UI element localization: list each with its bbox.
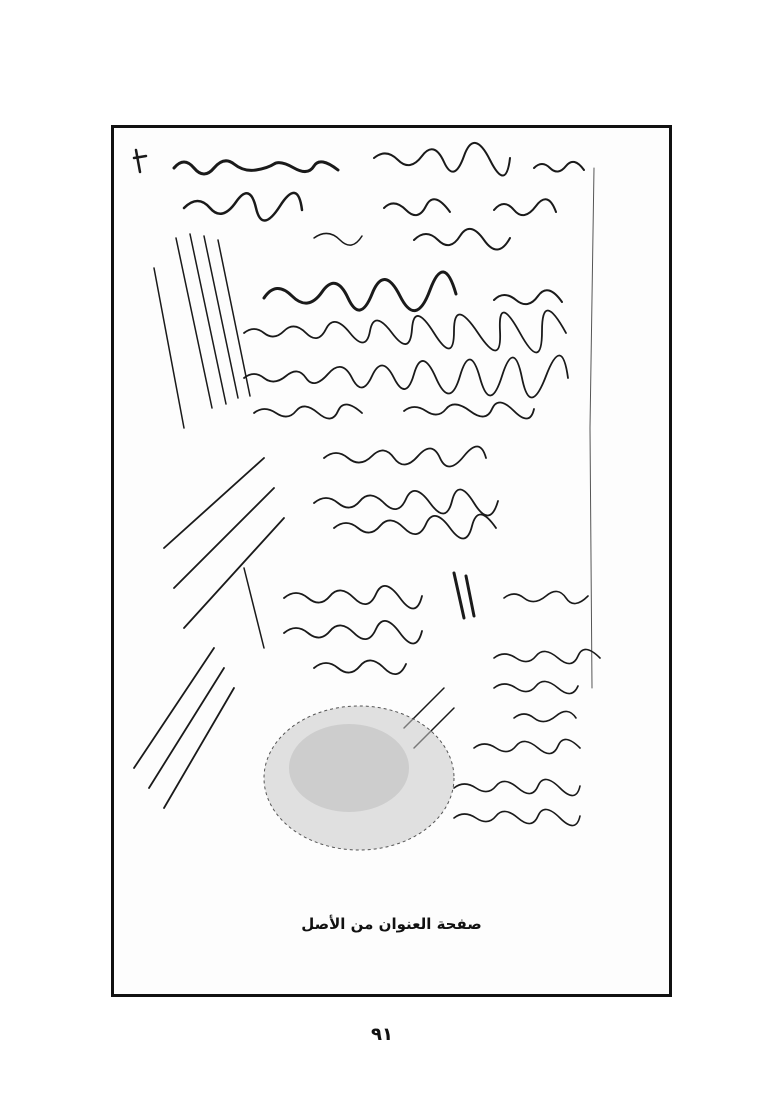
manuscript-facsimile: [114, 128, 669, 994]
manuscript-frame: [111, 125, 672, 997]
manuscript-caption: صفحة العنوان من الأصل: [301, 915, 482, 933]
page-number: ٩١: [371, 1024, 393, 1045]
